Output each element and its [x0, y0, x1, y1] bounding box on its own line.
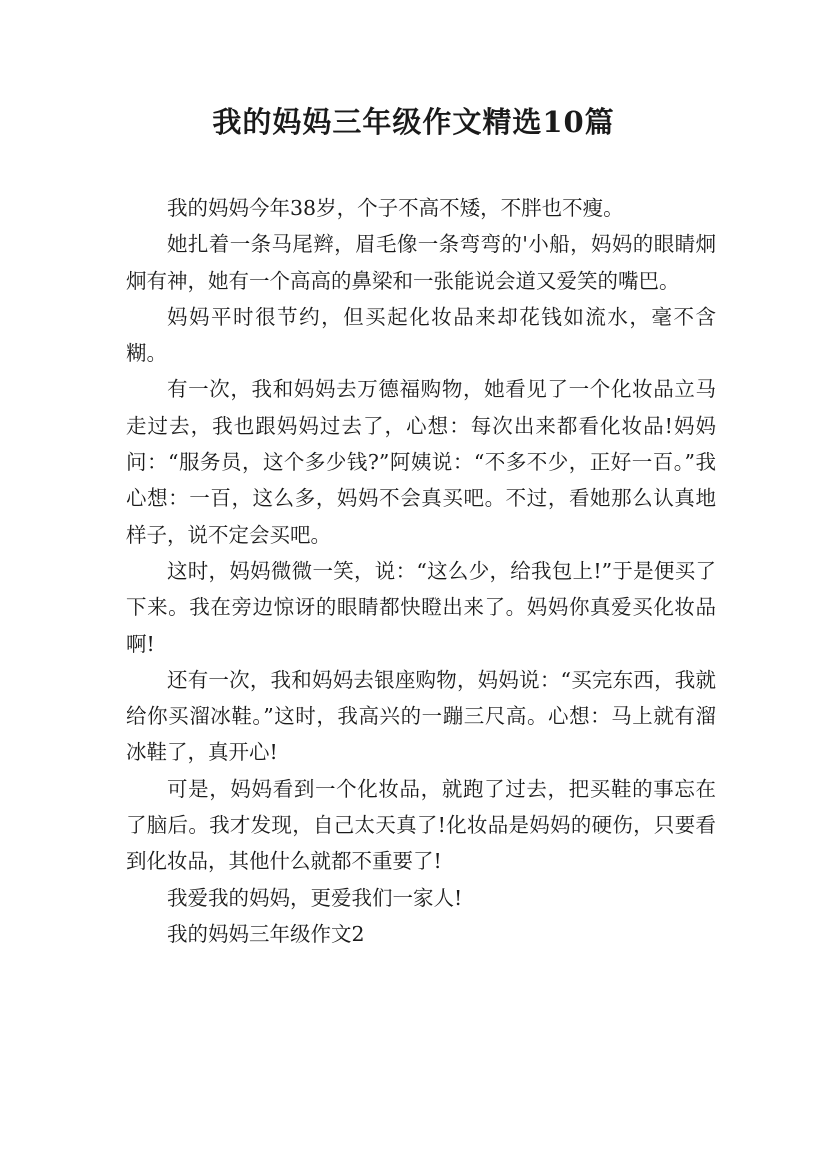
document-body — [126, 190, 716, 952]
paragraph: 可是，妈妈看到一个化妆品，就跑了过去，把买鞋的事忘在了脑后。我才发现，自己太天真了!化妆品是妈妈的硬伤，只要看到化妆品，其他什么就都不重要了! — [126, 776, 716, 874]
paragraph: 我的妈妈今年38岁，个子不高不矮，不胖也不瘦。 — [167, 196, 624, 220]
paragraph: 我爱我的妈妈，更爱我们一家人! — [167, 885, 463, 910]
section-heading: 我的妈妈三年级作文2 — [167, 921, 365, 946]
paragraph: 这时，妈妈微微一笑，说：“这么少，给我包上!”于是便买了下来。我在旁边惊讶的眼睛都快瞪出来了。妈妈你真爱买化妆品啊! — [126, 558, 716, 656]
paragraph: 有一次，我和妈妈去万德福购物，她看见了一个化妆品立马走过去，我也跟妈妈过去了，心想：每次出来都看化妆品!妈妈问：“服务员，这个多少钱?”阿姨说：“不多不少，正好一百。”我心想：一百，这么多，妈妈不会真买吧。不过，看她那么认真地样子，说不定会买吧。 — [126, 377, 716, 547]
paragraph: 妈妈平时很节约，但买起化妆品来却花钱如流水，毫不含糊。 — [126, 304, 716, 366]
paragraph: 还有一次，我和妈妈去银座购物，妈妈说：“买完东西，我就给你买溜冰鞋。”这时，我高兴的一蹦三尺高。心想：马上就有溜冰鞋了，真开心! — [126, 667, 716, 765]
document-title: 我的妈妈三年级作文精选10篇 — [212, 105, 615, 139]
paragraph: 她扎着一条马尾辫，眉毛像一条弯弯的'小船，妈妈的眼睛炯炯有神，她有一个高高的鼻梁和一张能说会道又爱笑的嘴巴。 — [126, 232, 716, 293]
